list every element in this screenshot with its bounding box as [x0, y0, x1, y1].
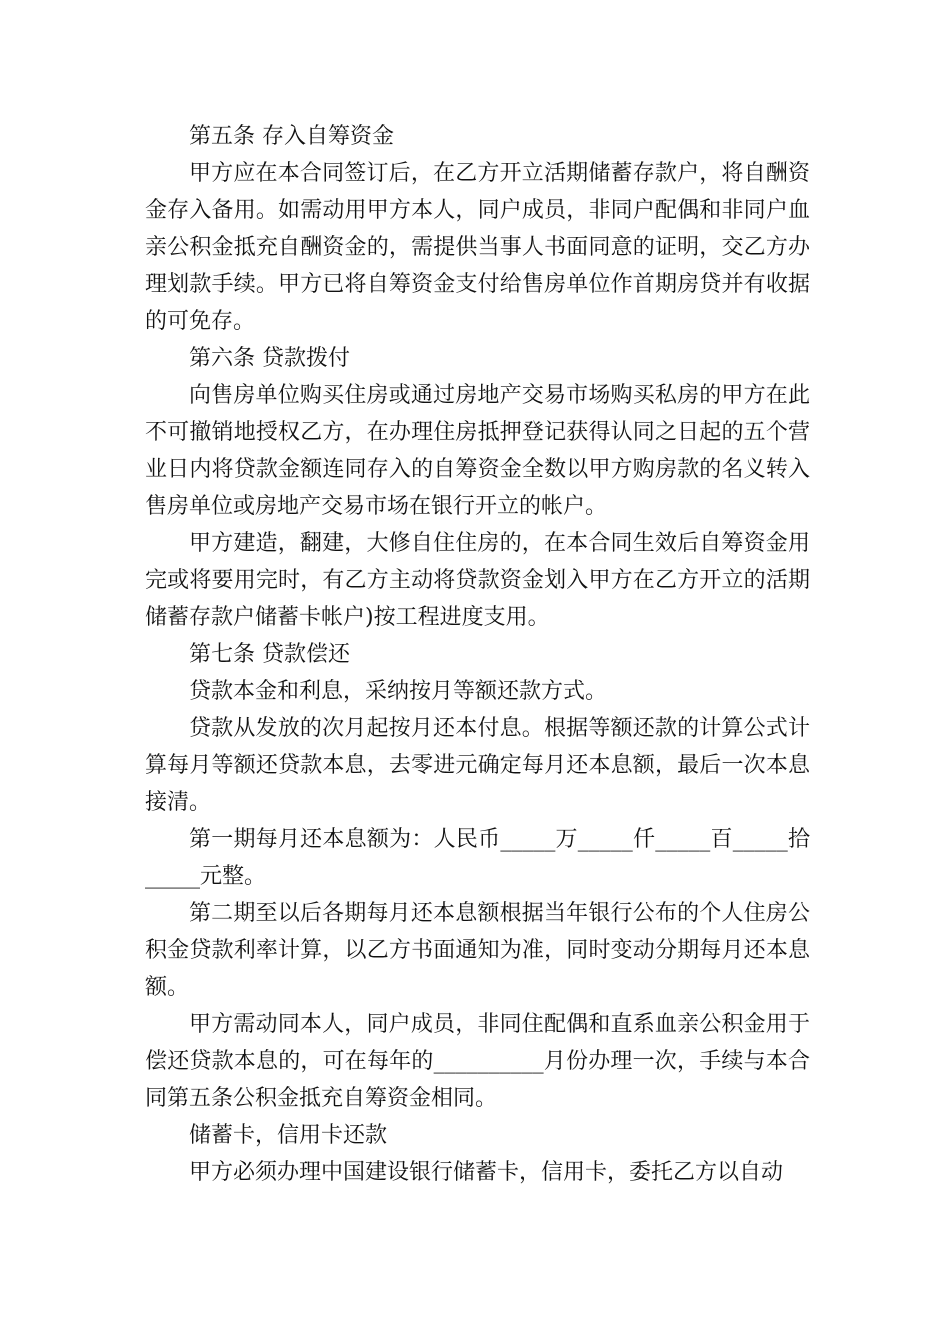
card-repayment-paragraph: 甲方必须办理中国建设银行储蓄卡，信用卡，委托乙方以自动 [189, 1160, 784, 1185]
article-6-paragraph-2: 甲方建造，翻建，大修自住住房的，在本合同生效后自筹资金用完或将要用完时，有乙方主动将贷款资金划入甲方在乙方开立的活期储蓄存款户储蓄卡帐户)按工程进度支用。 [145, 531, 810, 630]
article-6-paragraph-1: 向售房单位购买住房或通过房地产交易市场购买私房的甲方在此不可撤销地授权乙方，在办理住房抵押登记获得认同之日起的五个营业日内将贷款金额连同存入的自筹资金全数以甲方购房款的名义转入售房单位或房地产交易市场在银行开立的帐户。 [145, 383, 810, 519]
provident-fund-repayment-paragraph: 甲方需动同本人，同户成员，非同住配偶和直系血亲公积金用于偿还贷款本息的，可在每年的__________月份办理一次，手续与本合同第五条公积金抵充自筹资金相同。 [145, 1012, 810, 1111]
later-periods-payment-paragraph: 第二期至以后各期每月还本息额根据当年银行公布的个人住房公积金贷款利率计算，以乙方书面通知为准，同时变动分期每月还本息额。 [145, 901, 810, 1000]
article-7-heading: 第七条 贷款偿还 [189, 642, 350, 667]
article-6-heading: 第六条 贷款拨付 [189, 346, 350, 371]
article-7-paragraph-1: 贷款本金和利息，采纳按月等额还款方式。 [189, 679, 608, 704]
article-5-paragraph: 甲方应在本合同签订后，在乙方开立活期储蓄存款户，将自酬资金存入备用。如需动用甲方本人，同户成员，非同户配偶和非同户血亲公积金抵充自酬资金的，需提供当事人书面同意的证明，交乙方办理划款手续。甲方已将自筹资金支付给售房单位作首期房贷并有收据的可免存。 [145, 161, 810, 334]
first-period-payment-paragraph: 第一期每月还本息额为：人民币_____万_____仟_____百_____拾_____元整。 [145, 827, 810, 889]
document-body [145, 118, 810, 1191]
card-repayment-heading: 储蓄卡，信用卡还款 [189, 1123, 388, 1148]
article-7-paragraph-2: 贷款从发放的次月起按月还本付息。根据等额还款的计算公式计算每月等额还贷款本息，去零进元确定每月还本息额，最后一次本息接清。 [145, 716, 810, 815]
article-5-heading: 第五条 存入自筹资金 [189, 124, 394, 149]
